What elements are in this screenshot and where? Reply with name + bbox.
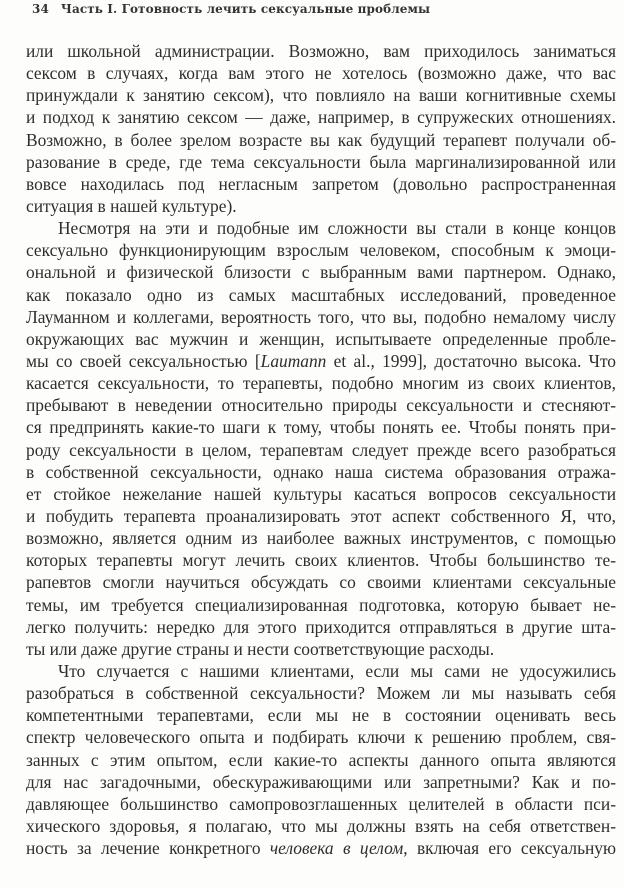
- text-line: вовсе находилась под негласным запретом (довольно распространенная: [26, 173, 616, 194]
- text-line: сексуально функционирующим взрослым человеком, способным к эмоци-: [26, 240, 616, 261]
- text-line: пребывают в неведении относительно природы сексуальности и стесняют-: [26, 395, 616, 416]
- italic-phrase: человека в целом: [269, 838, 404, 859]
- text-line: ональной и физической близости с выбранным вами партнером. Однако,: [26, 262, 616, 283]
- text-line: ты или даже другие страны и нести соответствующие расходы.: [26, 638, 495, 659]
- text-line: разобраться в собственной сексуальности? Можем ли мы называть себя: [26, 683, 616, 704]
- text-line: темы, им требуется специализированная подготовка, которую бывает не-: [26, 594, 616, 615]
- page-number: 34: [32, 2, 49, 16]
- text-line: сексом в случаях, когда вам этого не хотелось (возможно даже, что вас: [26, 63, 616, 84]
- text-line: рапевтов смогли научиться обсуждать со своими клиентами сексуальные: [26, 572, 616, 593]
- text-line: касается сексуальности, то терапевты, подобно многим из своих клиентов,: [26, 373, 616, 394]
- running-title: Часть I. Готовность лечить сексуальные проблемы: [60, 2, 431, 16]
- text-line: Возможно, в более зрелом возрасте вы как будущий терапевт получали об-: [26, 129, 616, 150]
- paragraph: [26, 660, 616, 859]
- text-line: как показало одно из самых масштабных исследований, проведенное: [26, 284, 616, 305]
- text-line: Лауманном и коллегами, вероятность того, что вы, подобно немалому числу: [26, 306, 616, 327]
- italic-phrase: Laumann: [260, 350, 327, 371]
- text-line: окружающих вас мужчин и женщин, испытываете определенные пробле-: [26, 328, 616, 349]
- text-line: для нас загадочными, обескураживающими или запретными? Как и по-: [26, 771, 616, 792]
- text-line: и подход к занятию сексом — даже, например, в супружеских отношениях.: [26, 107, 616, 128]
- text-line: мы со своей сексуальностью [Laumann et al., 1999], достаточно высока. Что: [26, 350, 617, 371]
- text-line: спектр человеческого опыта и подбирать ключи к решению проблем, свя-: [26, 727, 616, 748]
- text-line: ет стойкое нежелание нашей культуры касаться вопросов сексуальности: [26, 483, 616, 504]
- text-line: разование в среде, где тема сексуальности была маргинализированной или: [26, 151, 616, 172]
- text-line: Несмотря на эти и подобные им сложности вы стали в конце концов: [58, 218, 616, 239]
- text-line: ситуация в нашей культуре).: [26, 195, 237, 216]
- text-line: ся предпринять какие-то шаги к тому, чтобы понять ее. Чтобы понять при-: [26, 417, 616, 438]
- text-line: принуждали к занятию сексом), что повлияло на ваши когнитивные схемы: [26, 85, 616, 106]
- text-line: хического здоровья, я полагаю, что мы должны взять на себя ответствен-: [26, 815, 616, 836]
- text-line: легко получить: нередко для этого приходится отправляться в другие шта-: [26, 616, 616, 637]
- text-line: компетентными терапевтами, если мы не в состоянии оценивать весь: [26, 705, 616, 726]
- text-line: и побудить терапевта проанализировать этот аспект собственного Я, что,: [26, 505, 616, 526]
- paragraph: [26, 217, 616, 660]
- text-line: давляющее большинство самопровозглашенных целителей в области пси-: [26, 793, 616, 814]
- running-header: [32, 2, 430, 16]
- paragraph: [26, 40, 616, 217]
- text-line: или школьной администрации. Возможно, вам приходилось заниматься: [26, 41, 616, 61]
- text-line: занных с этим опытом, если какие-то аспекты данного опыта являются: [26, 749, 616, 770]
- body-text: [26, 40, 616, 859]
- text-line: в собственной сексуальности, однако наша система образования отража-: [26, 461, 616, 482]
- text-line: возможно, является одним из наиболее важных инструментов, с помощью: [26, 528, 616, 549]
- text-line: Что случается с нашими клиентами, если мы сами не удосужились: [58, 660, 616, 681]
- text-line: которых терапевты могут лечить своих клиентов. Чтобы большинство те-: [26, 550, 616, 571]
- text-line: ность за лечение конкретного человека в целом, включая его сексуальную: [26, 838, 616, 859]
- text-line: роду сексуальности в целом, терапевтам следует прежде всего разобраться: [26, 439, 616, 460]
